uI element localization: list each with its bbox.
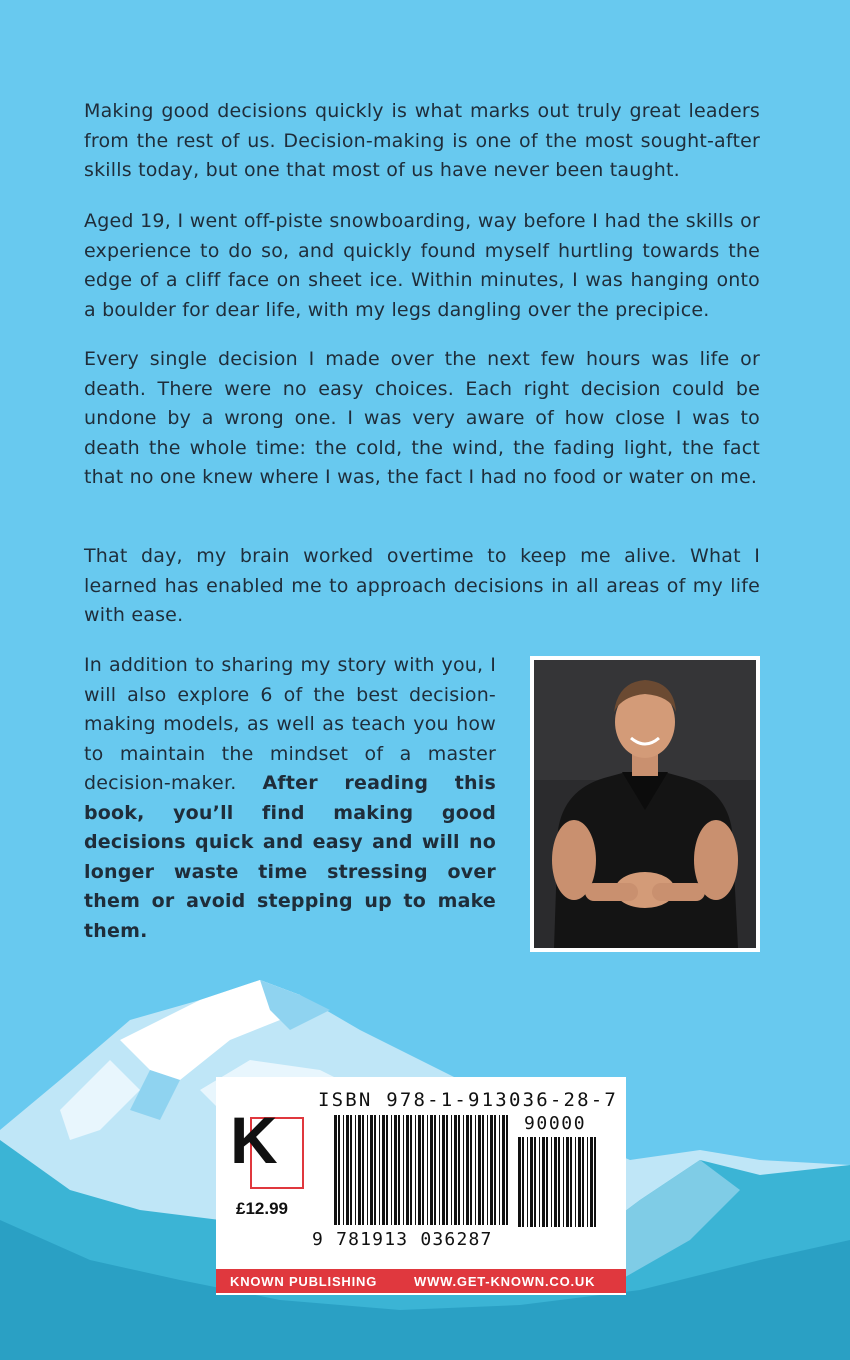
barcode-bar [338,1115,340,1225]
barcode-bar [451,1115,452,1225]
barcode-bar [563,1137,564,1227]
barcode-bar [394,1115,397,1225]
barcode-bar [590,1137,593,1227]
barcode-bar [367,1115,368,1225]
barcode-bar [470,1115,472,1225]
barcode-bar [391,1115,392,1225]
barcode-bar [478,1115,481,1225]
publisher-logo [230,1103,304,1191]
barcode-bar [350,1115,352,1225]
barcode-bar [454,1115,457,1225]
barcode-bar [539,1137,540,1227]
barcode-bar [386,1115,388,1225]
price-label: £12.99 [236,1199,288,1218]
publisher-website-link[interactable]: WWW.GET-KNOWN.CO.UK [414,1274,596,1289]
barcode-ean13 [334,1115,512,1233]
blurb-paragraph-1: Making good decisions quickly is what marks out truly great leaders from the rest of us. Decision-making is one of the most sought-after skills today, but one that most of us have never been taught. [84,100,760,181]
barcode-bar [410,1115,412,1225]
barcode-bar [487,1115,488,1225]
barcode-bar [570,1137,572,1227]
blurb-paragraph-3: Every single decision I made over the next few hours was life or death. There were no easy choices. Each right decision could be undone by a wrong one. I was very aware of how close I was to death the whole time: the cold, the wind, the fading light, the fact that no one knew where I was, the fact I had no food or water on me. [84,348,760,488]
barcode-bar [398,1115,400,1225]
blurb-paragraph-5-bold: After reading this book, you’ll find making good decisions quick and easy and will no longer waste time stressing over them or avoid stepping up to make them. [84,772,496,942]
barcode-digits: 9 781913 036287 [312,1229,493,1250]
barcode-addon [518,1137,608,1233]
barcode-bar [587,1137,588,1227]
barcode-bar [422,1115,424,1225]
barcode-bar [463,1115,464,1225]
barcode-bar [458,1115,460,1225]
barcode-bar [466,1115,469,1225]
barcode-bar [355,1115,356,1225]
barcode-bar [546,1137,548,1227]
barcode-bar [475,1115,476,1225]
barcode-bar [575,1137,576,1227]
barcode-bar [362,1115,364,1225]
barcode-bar [370,1115,373,1225]
barcode-bar [542,1137,545,1227]
barcode-bar [343,1115,344,1225]
barcode-bar [551,1137,552,1227]
barcode-bar [439,1115,440,1225]
publisher-strip [216,1269,626,1293]
publisher-logo-letter: K [230,1103,278,1177]
barcode-bar [566,1137,569,1227]
barcode-bar [379,1115,380,1225]
barcode-bar [494,1115,496,1225]
barcode-bar [415,1115,416,1225]
barcode-panel [216,1077,626,1295]
barcode-bar [482,1115,484,1225]
barcode-bar [406,1115,409,1225]
barcode-bar [446,1115,448,1225]
blurb-paragraph-2: Aged 19, I went off-piste snowboarding, way before I had the skills or experience to do so, and quickly found myself hurtling towards the edge of a cliff face on sheet ice. Within minutes, I was hanging onto a boulder for dear life, with my legs dangling over the precipice. [84,210,760,321]
barcode-bar [558,1137,560,1227]
barcode-bar [530,1137,533,1227]
barcode-addon-code: 90000 [524,1113,587,1134]
barcode-bar [594,1137,596,1227]
barcode-bar [418,1115,421,1225]
barcode-bar [499,1115,500,1225]
barcode-bar [374,1115,376,1225]
author-portrait-image [534,660,756,948]
barcode-bar [358,1115,361,1225]
barcode-bar [527,1137,528,1227]
barcode-bar [430,1115,433,1225]
barcode-bar [502,1115,505,1225]
barcode-bar [346,1115,349,1225]
barcode-bar [522,1137,524,1227]
isbn-label: ISBN 978-1-913036-28-7 [318,1089,619,1111]
blurb-paragraph-4: That day, my brain worked overtime to keep me alive. What I learned has enabled me to approach decisions in all areas of my life with ease. [84,545,760,626]
barcode-bar [490,1115,493,1225]
barcode-bar [506,1115,508,1225]
barcode-bar [518,1137,521,1227]
barcode-bar [582,1137,584,1227]
blurb-paragraph-5 [84,651,496,946]
barcode-bar [578,1137,581,1227]
barcode-bar [534,1137,536,1227]
barcode-bar [403,1115,404,1225]
barcode-bar [334,1115,337,1225]
publisher-name: KNOWN PUBLISHING [230,1274,378,1289]
barcode-bar [434,1115,436,1225]
barcode-bar [382,1115,385,1225]
blurb-paragraph-5-regular: In addition to sharing my story with you, I will also explore 6 of the best decision-making models, as well as teach you how to maintain the mindset of a master decision-maker. [84,654,496,794]
author-photo [530,656,760,952]
barcode-bar [554,1137,557,1227]
barcode-bar [427,1115,428,1225]
barcode-bar [442,1115,445,1225]
